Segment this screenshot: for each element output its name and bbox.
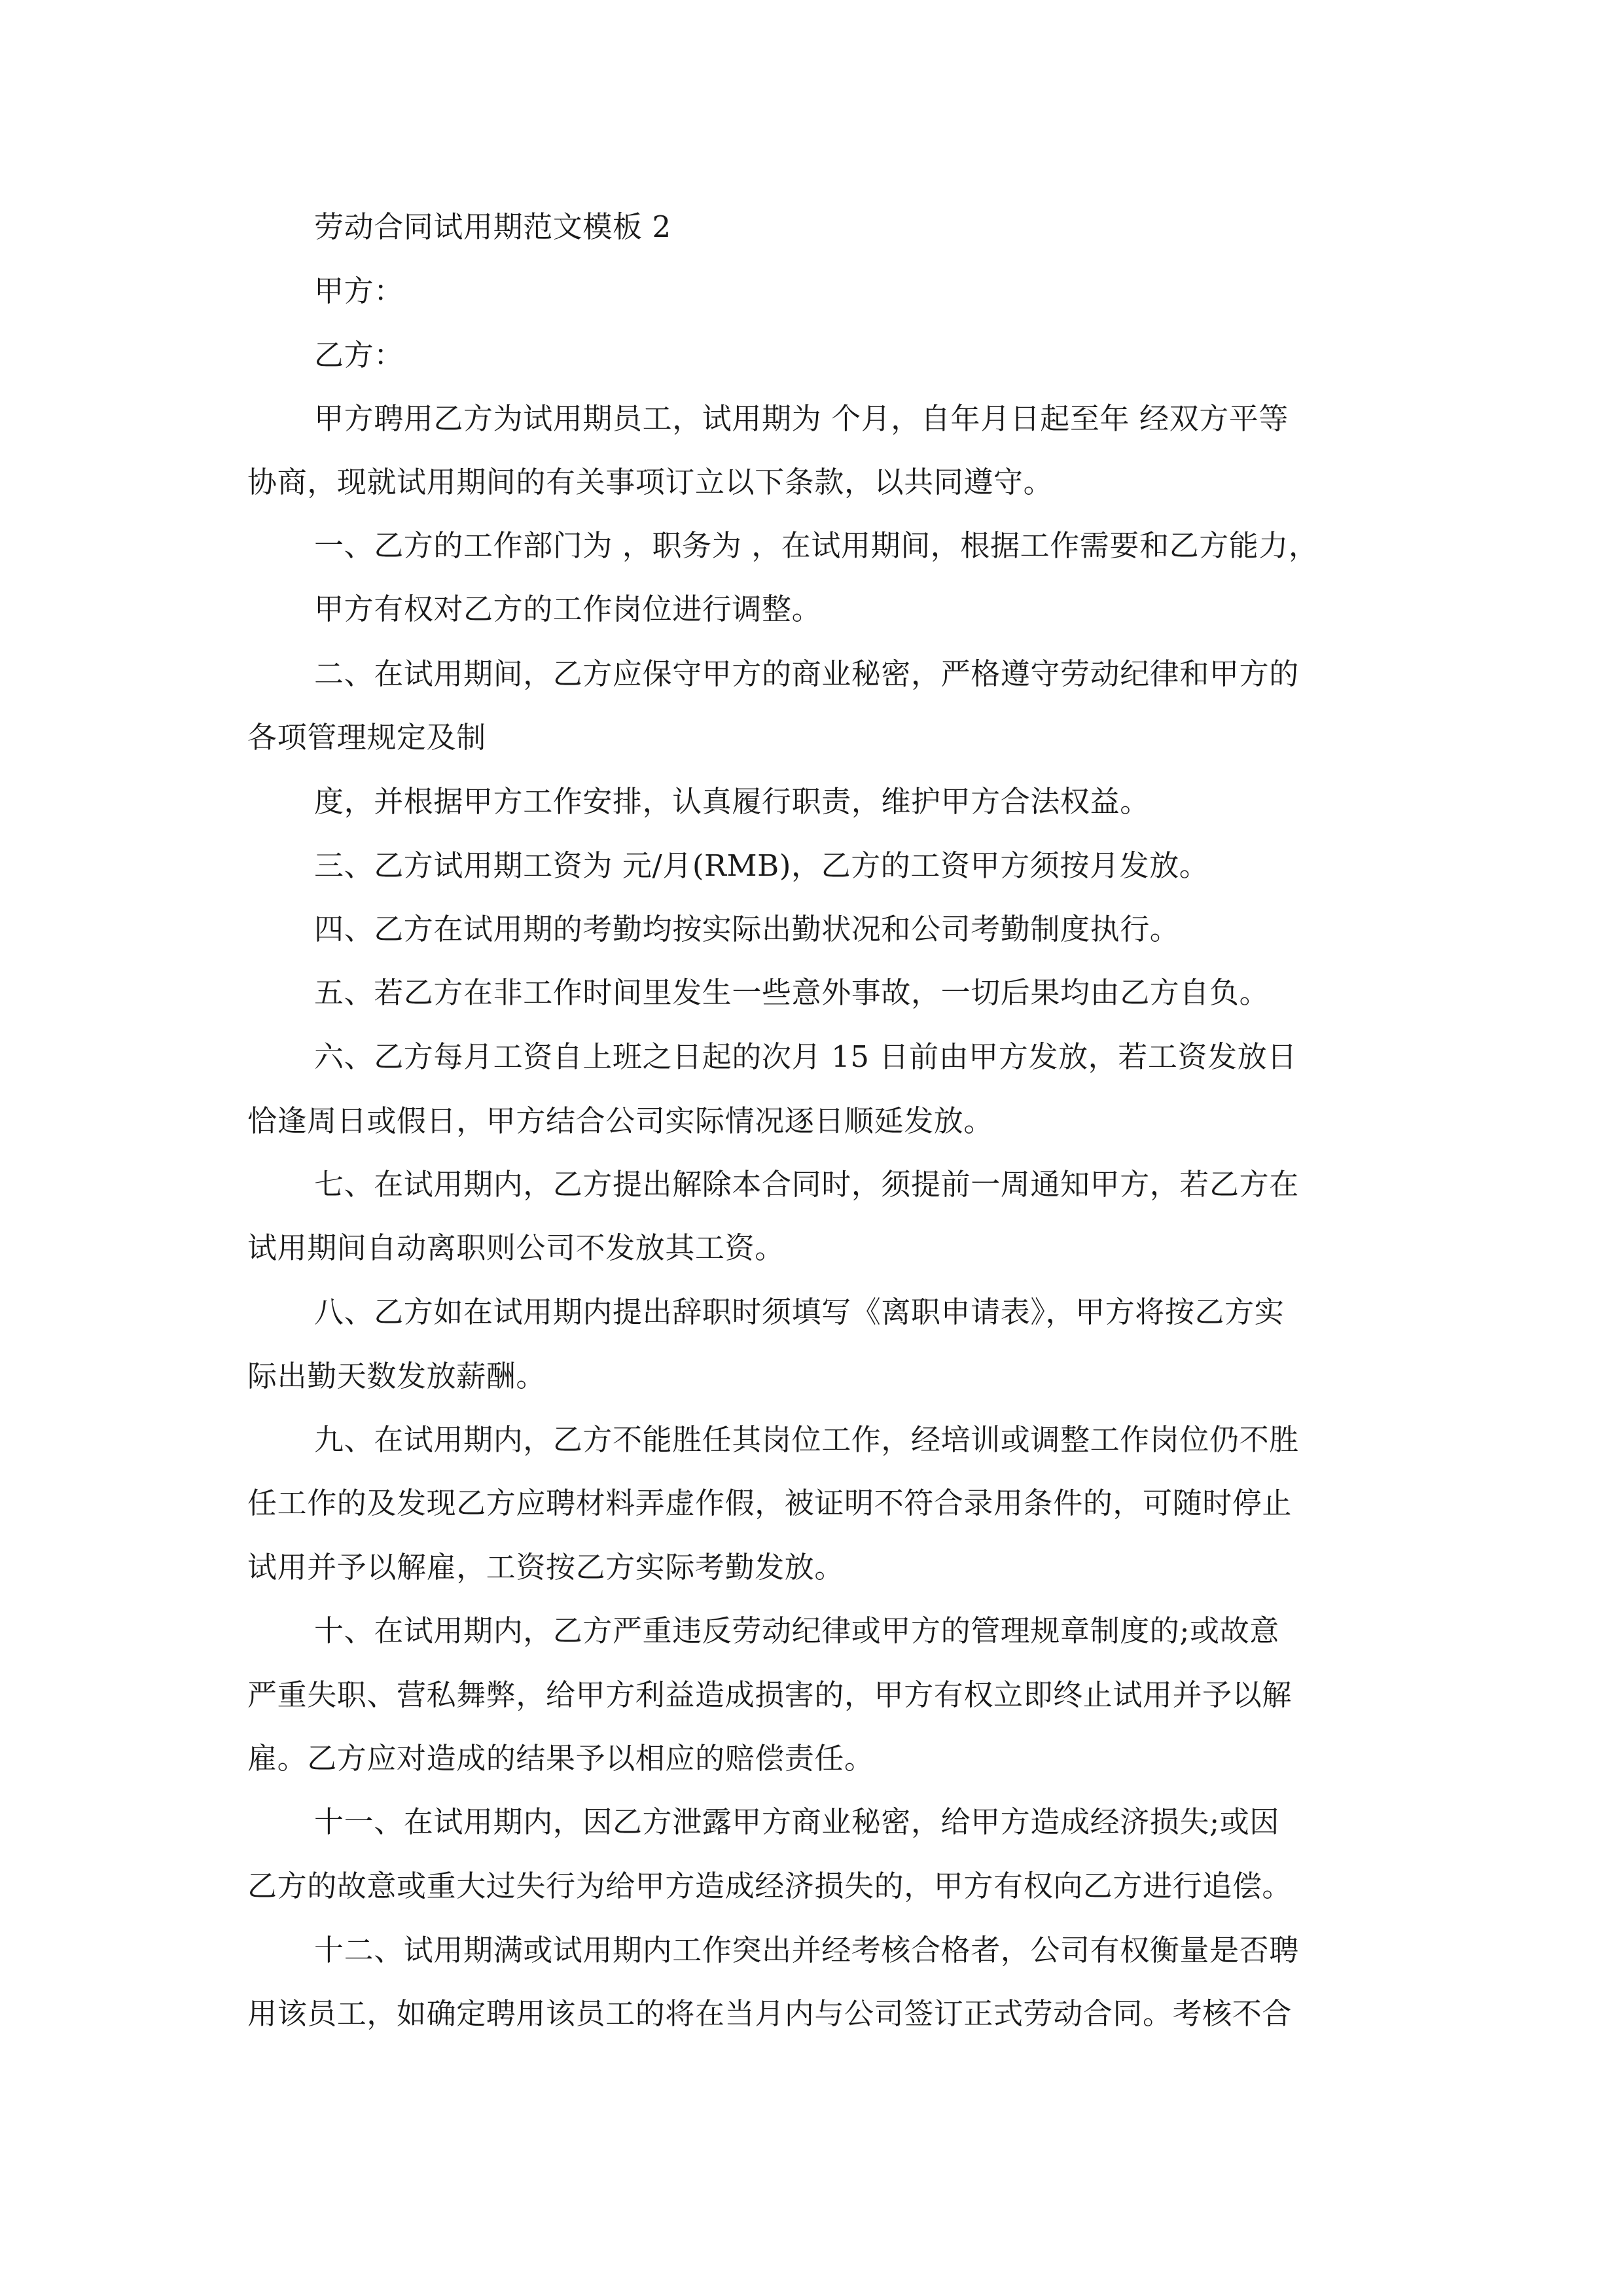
clause-8-line: 际出勤天数发放薪酬。 [247,1359,546,1393]
clause-6-line: 恰逢周日或假日，甲方结合公司实际情况逐日顺延发放。 [247,1103,994,1138]
clause-10-line: 十、在试用期内，乙方严重违反劳动纪律或甲方的管理规章制度的;或故意 [314,1613,1279,1648]
clause-10-line: 严重失职、营私舞弊，给甲方利益造成损害的，甲方有权立即终止试用并予以解 [247,1677,1293,1712]
clause-11-line: 十一、在试用期内，因乙方泄露甲方商业秘密，给甲方造成经济损失;或因 [314,1804,1279,1839]
clause-3-line: 三、乙方试用期工资为 元/月(RMB)，乙方的工资甲方须按月发放。 [314,848,1209,883]
intro-line: 甲方聘用乙方为试用期员工，试用期为 个月，自年月日起至年 经双方平等 [314,401,1289,436]
clause-12-line: 十二、试用期满或试用期内工作突出并经考核合格者，公司有权衡量是否聘 [314,1933,1299,1967]
party-b-label: 乙方： [314,338,404,372]
clause-4-line: 四、乙方在试用期的考勤均按实际出勤状况和公司考勤制度执行。 [314,912,1180,946]
party-a-label: 甲方： [314,274,404,308]
clause-9-line: 任工作的及发现乙方应聘材料弄虚作假，被证明不符合录用条件的，可随时停止 [247,1486,1293,1520]
clause-7-line: 七、在试用期内，乙方提出解除本合同时，须提前一周通知甲方，若乙方在 [314,1167,1299,1202]
clause-1-line: 一、乙方的工作部门为 ，职务为 ，在试用期间，根据工作需要和乙方能力， [314,528,1319,563]
clause-7-line: 试用期间自动离职则公司不发放其工资。 [247,1230,785,1265]
clause-10-line: 雇。乙方应对造成的结果予以相应的赔偿责任。 [247,1741,874,1776]
clause-2-line: 度，并根据甲方工作安排，认真履行职责，维护甲方合法权益。 [314,784,1150,819]
document-title: 劳动合同试用期范文模板 2 [314,209,671,244]
clause-5-line: 五、若乙方在非工作时间里发生一些意外事故，一切后果均由乙方自负。 [314,975,1270,1010]
clause-2-line: 各项管理规定及制 [247,720,486,755]
intro-line: 协商，现就试用期间的有关事项订立以下条款，以共同遵守。 [247,465,1054,499]
clause-1-line: 甲方有权对乙方的工作岗位进行调整。 [314,592,822,626]
clause-8-line: 八、乙方如在试用期内提出辞职时须填写《离职申请表》，甲方将按乙方实 [314,1295,1285,1329]
clause-9-line: 九、在试用期内，乙方不能胜任其岗位工作，经培训或调整工作岗位仍不胜 [314,1422,1299,1457]
clause-6-line: 六、乙方每月工资自上班之日起的次月 15 日前由甲方发放，若工资发放日 [314,1039,1297,1074]
clause-9-line: 试用并予以解雇，工资按乙方实际考勤发放。 [247,1550,845,1585]
clause-2-line: 二、在试用期间，乙方应保守甲方的商业秘密，严格遵守劳动纪律和甲方的 [314,656,1299,691]
clause-11-line: 乙方的故意或重大过失行为给甲方造成经济损失的，甲方有权向乙方进行追偿。 [247,1869,1293,1903]
clause-12-line: 用该员工，如确定聘用该员工的将在当月内与公司签订正式劳动合同。考核不合 [247,1996,1293,2031]
